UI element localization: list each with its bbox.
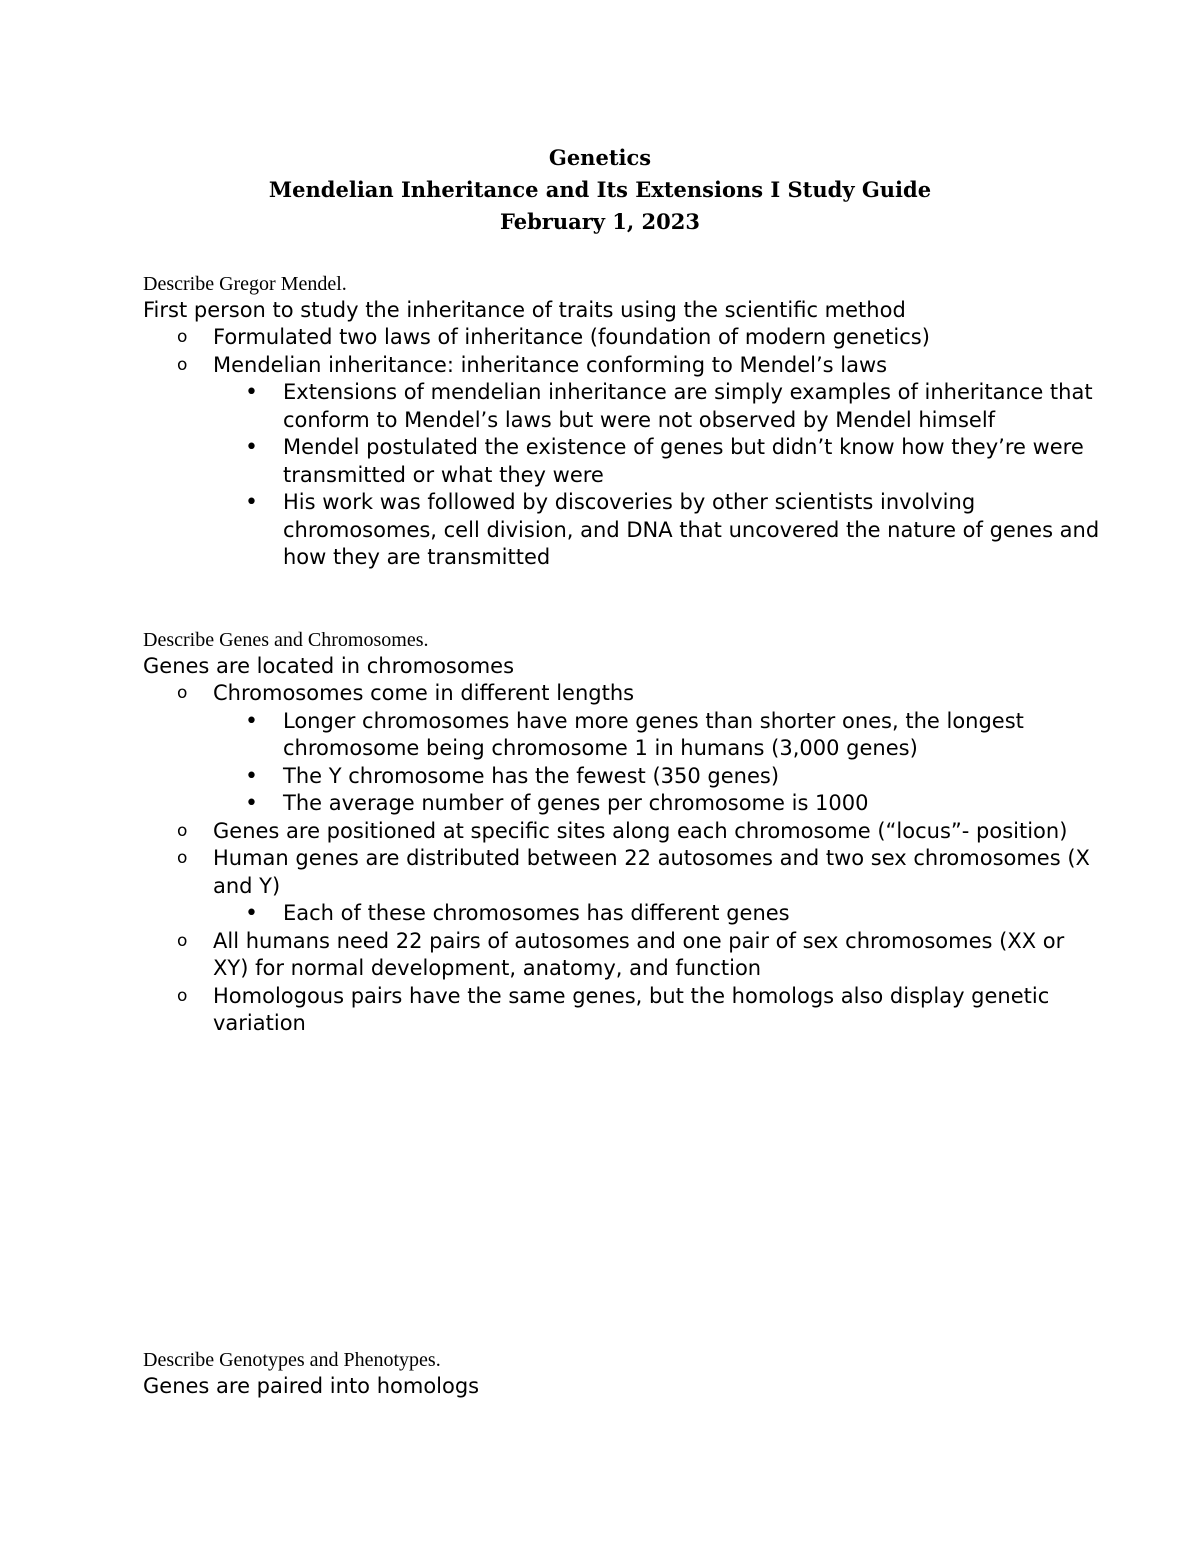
section-heading: Describe Genotypes and Phenotypes. (143, 1349, 441, 1371)
section-lead: Genes are located in chromosomes (143, 654, 515, 678)
list-item: o Genes are positioned at specific sites along each chromosome (“locus”- position) (143, 818, 1103, 846)
section-heading: Describe Gregor Mendel. (143, 273, 347, 295)
list-item: o Human genes are distributed between 22 autosomes and two sex chromosomes (X and Y) (177, 846, 1090, 898)
section-genotypes-phenotypes (143, 1348, 1103, 1400)
dot-bullet-icon: • (245, 901, 258, 926)
circle-bullet-icon: o (177, 327, 188, 347)
sub-list-item: • His work was followed by discoveries by other scientists involving chromosomes, cell division, and DNA that uncovered the nature of genes and how they are transmitted (245, 490, 1100, 569)
course-title: Genetics (548, 145, 652, 170)
dot-bullet-icon: • (245, 380, 258, 405)
section-gregor-mendel (143, 272, 1103, 572)
document-title-block (0, 142, 1200, 238)
list-item: o Chromosomes come in different lengths (143, 680, 1103, 708)
section-heading: Describe Genes and Chromosomes. (143, 629, 429, 651)
sub-list-item: • The average number of genes per chromosome is 1000 (245, 791, 869, 816)
circle-bullet-icon: o (177, 820, 188, 841)
circle-bullet-icon: o (177, 354, 188, 375)
sub-list-item: • Each of these chromosomes has different genes (245, 901, 790, 926)
list-item: o Mendelian inheritance: inheritance conforming to Mendel’s laws (143, 352, 1103, 380)
list-item: o Formulated two laws of inheritance (foundation of modern genetics) (143, 324, 1103, 352)
circle-bullet-icon: o (177, 848, 188, 868)
document-date: February 1, 2023 (499, 209, 700, 234)
circle-bullet-icon: o (177, 930, 188, 951)
dot-bullet-icon: • (245, 763, 258, 789)
dot-bullet-icon: • (245, 708, 258, 734)
dot-bullet-icon: • (245, 435, 258, 460)
section-lead: Genes are paired into homologs (143, 1374, 480, 1398)
sub-list-item: • Mendel postulated the existence of genes but didn’t know how they’re were transmitted or what they were (245, 435, 1084, 487)
section-genes-chromosomes (143, 628, 1103, 1038)
circle-bullet-icon: o (177, 683, 188, 703)
circle-bullet-icon: o (177, 985, 188, 1006)
section-lead: First person to study the inheritance of traits using the scientific method (143, 298, 906, 322)
sub-list-item: • Extensions of mendelian inheritance are simply examples of inheritance that conform to Mendel’s laws but were not observed by Mendel himself (245, 380, 1093, 432)
list-item: o Homologous pairs have the same genes, but the homologs also display genetic variation (177, 983, 1050, 1035)
sub-list-item: • The Y chromosome has the fewest (350 genes) (245, 763, 780, 789)
guide-title: Mendelian Inheritance and Its Extensions I Study Guide (268, 177, 932, 202)
sub-list-item: • Longer chromosomes have more genes than shorter ones, the longest chromosome being chromosome 1 in humans (3,000 genes) (245, 708, 1024, 760)
list-item: o All humans need 22 pairs of autosomes and one pair of sex chromosomes (XX or XY) for normal development, anatomy, and function (177, 928, 1065, 980)
dot-bullet-icon: • (245, 791, 258, 816)
dot-bullet-icon: • (245, 490, 258, 515)
